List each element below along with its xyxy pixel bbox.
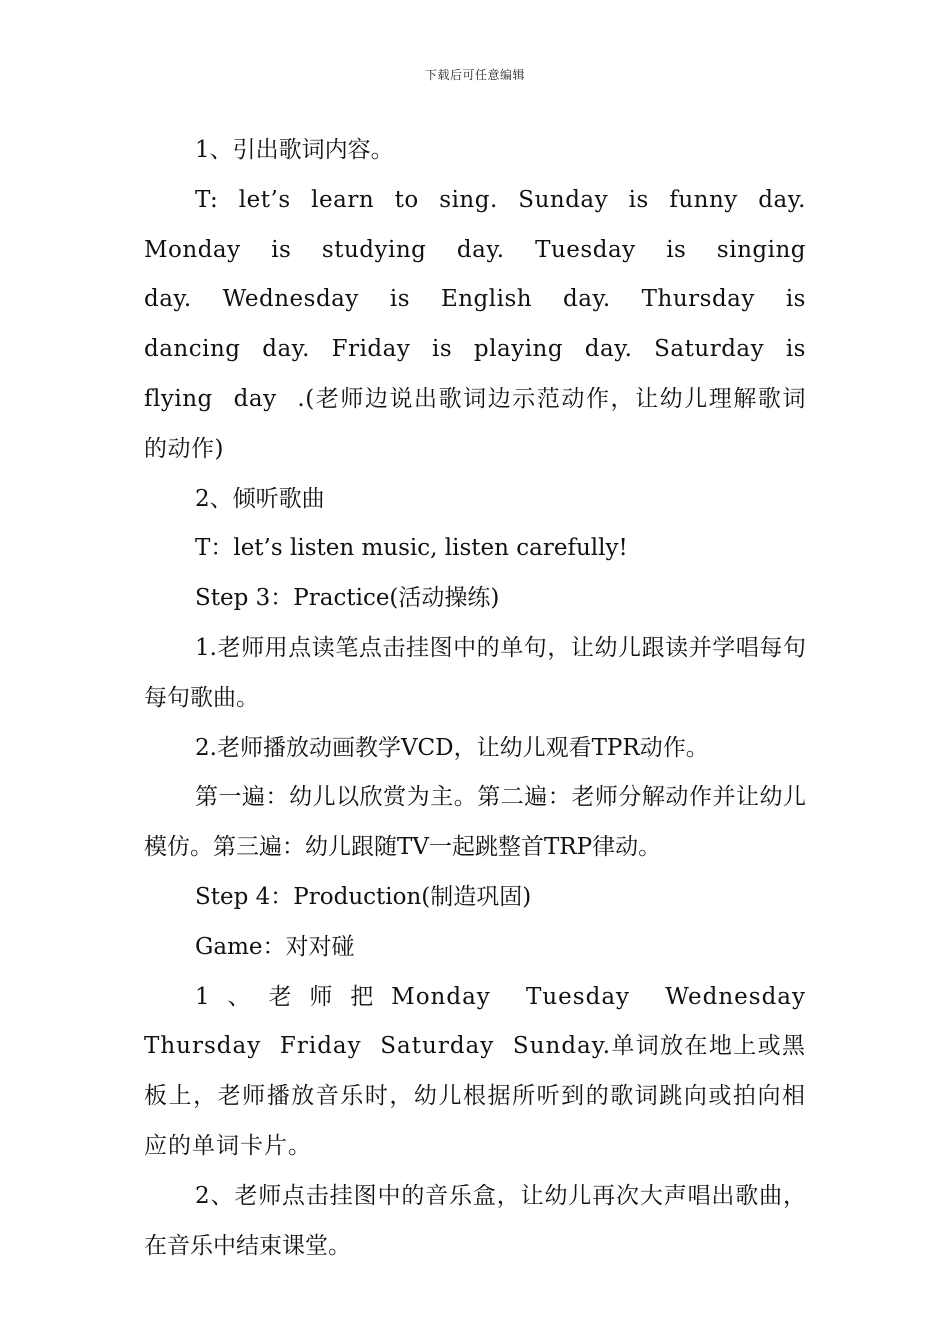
paragraph-practice-1: 1.老师用点读笔点击挂图中的单句，让幼儿跟读并学唱每句每句歌曲。 [144, 634, 806, 711]
paragraph-game-1: 1、老师把Monday Tuesday Wednesday Thursday Friday Saturday Sunday.单词放在地上或黑板上，老师播放音乐时，幼儿根据所听到的歌词跳向或拍向相应的单词卡片。 [144, 983, 806, 1159]
document-body [144, 126, 806, 1271]
paragraph-step-intro-lyrics: 1、引出歌词内容。 [195, 137, 394, 163]
paragraph-practice-rounds: 第一遍：幼儿以欣赏为主。第二遍：老师分解动作并让幼儿模仿。第三遍：幼儿跟随TV一起跳整首TRP律动。 [144, 784, 806, 861]
paragraph-lyrics: T: let’s learn to sing. Sunday is funny day. Monday is studying day. Tuesday is singing day. Wednesday is English day. Thursday is dancing day. Friday is playing day. Saturday is flying day .(老师边说出歌词边示范动作，让幼儿理解歌词的动作) [144, 186, 806, 462]
page-header: 下载后可任意编辑 [424, 68, 525, 82]
paragraph-game-title: Game：对对碰 [195, 933, 355, 960]
paragraph-step-3-heading: Step 3：Practice(活动操练) [195, 585, 500, 612]
paragraph-listen-song: 2、倾听歌曲 [195, 485, 325, 512]
paragraph-listen-instruction: T：let’s listen music, listen carefully! [195, 535, 628, 562]
paragraph-practice-2: 2.老师播放动画教学VCD，让幼儿观看TPR动作。 [195, 734, 709, 761]
paragraph-step-4-heading: Step 4：Production(制造巩固) [195, 883, 532, 910]
paragraph-game-2: 2、老师点击挂图中的音乐盒，让幼儿再次大声唱出歌曲，在音乐中结束课堂。 [144, 1182, 806, 1259]
